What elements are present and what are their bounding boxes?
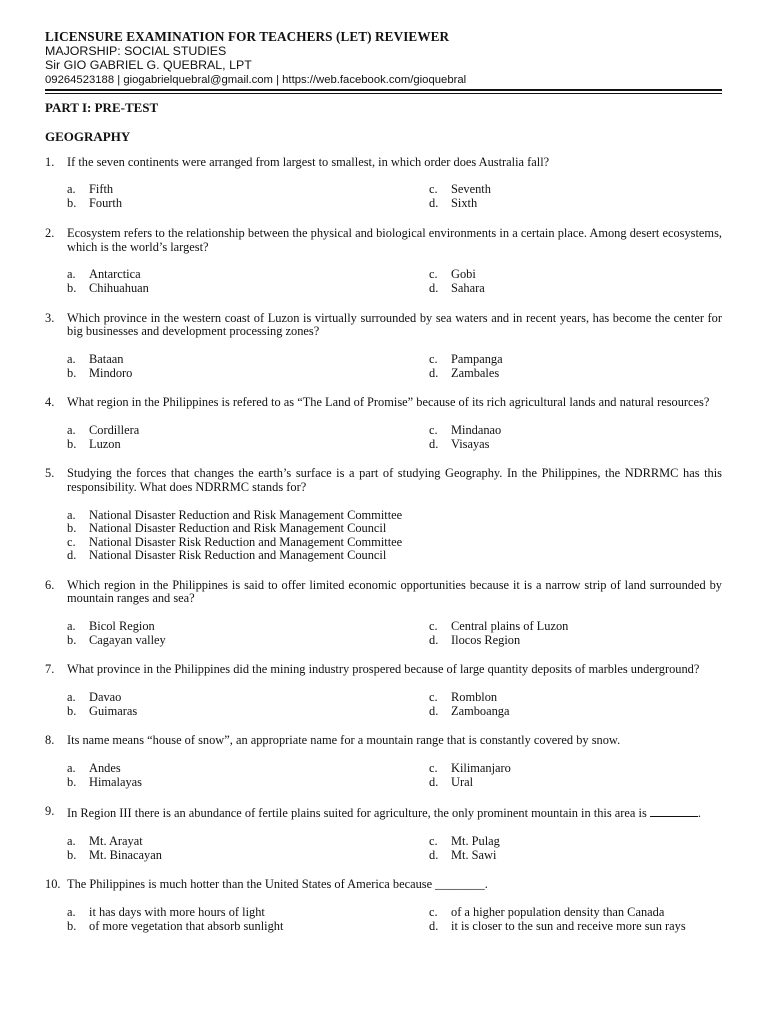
header-major: MAJORSHIP: SOCIAL STUDIES <box>45 44 227 58</box>
answer-choice <box>67 691 429 705</box>
answer-choice <box>67 438 429 452</box>
choice-letter: a. <box>67 507 76 522</box>
answer-choice <box>67 776 429 790</box>
question-number: 1. <box>45 154 55 169</box>
choice-letter: b. <box>67 919 77 934</box>
choice-text: National Disaster Risk Reduction and Management Council <box>89 548 387 563</box>
question-number: 9. <box>45 804 55 819</box>
question-number: 8. <box>45 733 55 748</box>
choice-letter: b. <box>67 281 77 296</box>
question-stem <box>45 878 722 892</box>
choice-text: Bataan <box>89 351 124 366</box>
choice-text: Ilocos Region <box>451 632 521 647</box>
question-text-content: Which province in the western coast of Luzon is virtually surrounded by sea waters and in recent years, has become the center for big businesses and development processing zones? <box>67 310 722 339</box>
answer-choice <box>67 353 429 367</box>
choice-text: Luzon <box>89 436 121 451</box>
question-stem <box>45 734 722 748</box>
choice-letter: b. <box>67 196 77 211</box>
question-number: 7. <box>45 662 55 677</box>
answer-choice <box>67 762 429 776</box>
choice-letter: c. <box>429 905 438 920</box>
choice-text: Fifth <box>89 182 114 197</box>
choice-letter: c. <box>67 534 76 549</box>
answer-choice <box>67 509 722 523</box>
question-number: 6. <box>45 577 55 592</box>
question-text-content: Studying the forces that changes the earth’s surface is a part of studying Geography. In the Philippines, the NDRRMC has this responsibility. What does NDRRMC stands for? <box>67 466 722 495</box>
question-text-content: What region in the Philippines is refered to as “The Land of Promise” because of its rich agricultural lands and natural resources? <box>67 395 710 410</box>
choice-list <box>67 268 722 296</box>
choice-letter: c. <box>429 618 438 633</box>
answer-choice <box>429 849 744 863</box>
choice-list <box>67 762 722 790</box>
answer-choice <box>67 705 429 719</box>
question-text-content: The Philippines is much hotter than the United States of America because ________. <box>67 877 488 892</box>
choice-text: Mt. Sawi <box>451 847 497 862</box>
answer-choice <box>429 906 744 920</box>
choice-text: Ural <box>451 774 474 789</box>
answer-choice <box>429 183 744 197</box>
answer-choice <box>429 762 744 776</box>
answer-choice <box>67 183 429 197</box>
question-stem <box>45 467 722 494</box>
choice-letter: d. <box>429 919 439 934</box>
choice-letter: a. <box>67 182 76 197</box>
choice-text: Mt. Pulag <box>451 833 500 848</box>
choice-letter: c. <box>429 351 438 366</box>
choice-letter: c. <box>429 689 438 704</box>
question-stem <box>45 396 722 410</box>
choice-text: Mt. Arayat <box>89 833 143 848</box>
answer-choice <box>429 691 744 705</box>
choice-letter: d. <box>67 548 77 563</box>
choice-text: National Disaster Reduction and Risk Management Council <box>89 521 387 536</box>
answer-choice <box>67 835 429 849</box>
choice-text: Zambales <box>451 365 500 380</box>
answer-choice <box>67 367 429 381</box>
choice-text: Seventh <box>451 182 491 197</box>
answer-choice <box>429 835 744 849</box>
answer-choice <box>429 776 744 790</box>
question-text-content: Ecosystem refers to the relationship between the physical and biological environments in a certain place. Among desert ecosystems, which is the world’s largest? <box>67 225 722 254</box>
choice-text: Central plains of Luzon <box>451 618 569 633</box>
choice-letter: b. <box>67 436 77 451</box>
choice-letter: a. <box>67 689 76 704</box>
answer-choice <box>67 920 429 934</box>
question-text <box>67 579 722 606</box>
question-text <box>67 467 722 494</box>
answer-choice <box>429 920 744 934</box>
question-text-content: What province in the Philippines did the mining industry prospered because of large quantity deposits of marbles underground? <box>67 662 700 677</box>
choice-text: Mindanao <box>451 422 502 437</box>
choice-text: it has days with more hours of light <box>89 905 265 920</box>
question-text-content: Its name means “house of snow”, an appropriate name for a mountain range that is constantly covered by snow. <box>67 733 621 748</box>
answer-choice <box>429 197 744 211</box>
question-text <box>67 805 722 821</box>
choice-letter: d. <box>429 847 439 862</box>
question-text-content: Which region in the Philippines is said to offer limited economic opportunities because it is a narrow strip of land surrounded by mountain ranges and sea? <box>67 577 722 606</box>
choice-text: Cagayan valley <box>89 632 166 647</box>
answer-choice <box>67 849 429 863</box>
question-text <box>67 227 722 254</box>
header-divider <box>45 89 722 94</box>
question-item <box>45 312 722 381</box>
choice-text: of more vegetation that absorb sunlight <box>89 919 284 934</box>
question-text-content: If the seven continents were arranged from largest to smallest, in which order does Australia fall? <box>67 154 550 169</box>
choice-list <box>67 835 722 863</box>
header-author: Sir GIO GABRIEL G. QUEBRAL, LPT <box>45 58 252 73</box>
question-item <box>45 227 722 296</box>
choice-list <box>67 424 722 452</box>
question-stem <box>45 663 722 677</box>
answer-choice <box>67 197 429 211</box>
answer-choice <box>67 268 429 282</box>
answer-choice <box>429 424 744 438</box>
answer-choice <box>67 282 429 296</box>
header-contact: 09264523188 | giogabrielquebral@gmail.com | https://web.facebook.com/gioquebral <box>45 73 467 86</box>
choice-text: Andes <box>89 760 121 775</box>
section-title: GEOGRAPHY <box>45 128 131 144</box>
choice-letter: d. <box>429 281 439 296</box>
choice-text: Sixth <box>451 196 478 211</box>
choice-letter: c. <box>429 422 438 437</box>
question-number: 5. <box>45 466 55 481</box>
choice-text: Zamboanga <box>451 703 510 718</box>
choice-letter: a. <box>67 760 76 775</box>
question-item <box>45 156 722 212</box>
answer-choice <box>429 705 744 719</box>
choice-list <box>67 906 722 934</box>
choice-text: Mindoro <box>89 365 133 380</box>
question-stem <box>45 579 722 606</box>
choice-text: Cordillera <box>89 422 140 437</box>
answer-choice <box>67 536 722 550</box>
answer-choice <box>429 438 744 452</box>
question-text <box>67 396 722 410</box>
question-number: 10. <box>45 877 61 892</box>
question-text <box>67 663 722 677</box>
question-stem <box>45 312 722 339</box>
answer-choice <box>67 549 722 563</box>
question-text <box>67 312 722 339</box>
choice-text: Guimaras <box>89 703 138 718</box>
choice-text: Chihuahuan <box>89 281 149 296</box>
choice-list <box>67 183 722 211</box>
choice-list <box>67 620 722 648</box>
choice-letter: d. <box>429 703 439 718</box>
choice-letter: a. <box>67 618 76 633</box>
choice-text: Davao <box>89 689 122 704</box>
choice-text: Antarctica <box>89 267 141 282</box>
choice-list <box>67 509 722 563</box>
choice-list <box>67 353 722 381</box>
answer-choice <box>67 424 429 438</box>
answer-choice <box>429 268 744 282</box>
choice-text: Bicol Region <box>89 618 155 633</box>
choice-text: National Disaster Risk Reduction and Management Committee <box>89 534 403 549</box>
answer-blank <box>650 805 698 817</box>
choice-text: Romblon <box>451 689 498 704</box>
question-text-content: In Region III there is an abundance of fertile plains suited for agriculture, the only prominent mountain in this area is <box>67 806 647 821</box>
question-text <box>67 878 722 892</box>
choice-text: Himalayas <box>89 774 142 789</box>
choice-letter: b. <box>67 632 77 647</box>
choice-letter: c. <box>429 760 438 775</box>
choice-text: Gobi <box>451 267 476 282</box>
choice-text: Sahara <box>451 281 485 296</box>
question-item <box>45 663 722 719</box>
choice-letter: c. <box>429 833 438 848</box>
answer-choice <box>429 367 744 381</box>
question-item <box>45 805 722 863</box>
choice-text: it is closer to the sun and receive more sun rays <box>451 919 686 934</box>
choice-letter: a. <box>67 833 76 848</box>
choice-text: Pampanga <box>451 351 503 366</box>
choice-letter: b. <box>67 365 77 380</box>
choice-text: of a higher population density than Canada <box>451 905 665 920</box>
choice-letter: b. <box>67 847 77 862</box>
question-item <box>45 878 722 934</box>
question-list <box>45 156 722 934</box>
choice-letter: d. <box>429 774 439 789</box>
choice-letter: a. <box>67 905 76 920</box>
answer-choice <box>67 906 429 920</box>
choice-letter: d. <box>429 365 439 380</box>
choice-letter: b. <box>67 774 77 789</box>
choice-text: National Disaster Reduction and Risk Management Committee <box>89 507 403 522</box>
question-item <box>45 467 722 563</box>
choice-letter: d. <box>429 632 439 647</box>
answer-choice <box>429 282 744 296</box>
choice-letter: a. <box>67 422 76 437</box>
choice-letter: a. <box>67 351 76 366</box>
document-header <box>45 29 722 94</box>
choice-letter: d. <box>429 436 439 451</box>
choice-letter: c. <box>429 182 438 197</box>
question-number: 4. <box>45 395 55 410</box>
question-text <box>67 734 722 748</box>
question-item <box>45 579 722 648</box>
choice-letter: b. <box>67 703 77 718</box>
question-number: 2. <box>45 225 55 240</box>
blank-suffix: . <box>697 806 701 821</box>
choice-text: Fourth <box>89 196 123 211</box>
choice-list <box>67 691 722 719</box>
choice-text: Mt. Binacayan <box>89 847 162 862</box>
question-number: 3. <box>45 310 55 325</box>
answer-choice <box>429 353 744 367</box>
question-item <box>45 396 722 452</box>
answer-choice <box>67 634 429 648</box>
question-item <box>45 734 722 790</box>
answer-choice <box>67 620 429 634</box>
header-title: LICENSURE EXAMINATION FOR TEACHERS (LET) REVIEWER <box>45 29 450 44</box>
choice-text: Visayas <box>451 436 490 451</box>
answer-choice <box>429 620 744 634</box>
question-text <box>67 156 722 170</box>
choice-letter: b. <box>67 521 77 536</box>
choice-letter: a. <box>67 267 76 282</box>
part-title: PART I: PRE-TEST <box>45 99 159 115</box>
question-stem <box>45 227 722 254</box>
choice-letter: d. <box>429 196 439 211</box>
question-stem <box>45 156 722 170</box>
choice-letter: c. <box>429 267 438 282</box>
choice-text: Kilimanjaro <box>451 760 511 775</box>
answer-choice <box>67 522 722 536</box>
question-stem <box>45 805 722 821</box>
answer-choice <box>429 634 744 648</box>
